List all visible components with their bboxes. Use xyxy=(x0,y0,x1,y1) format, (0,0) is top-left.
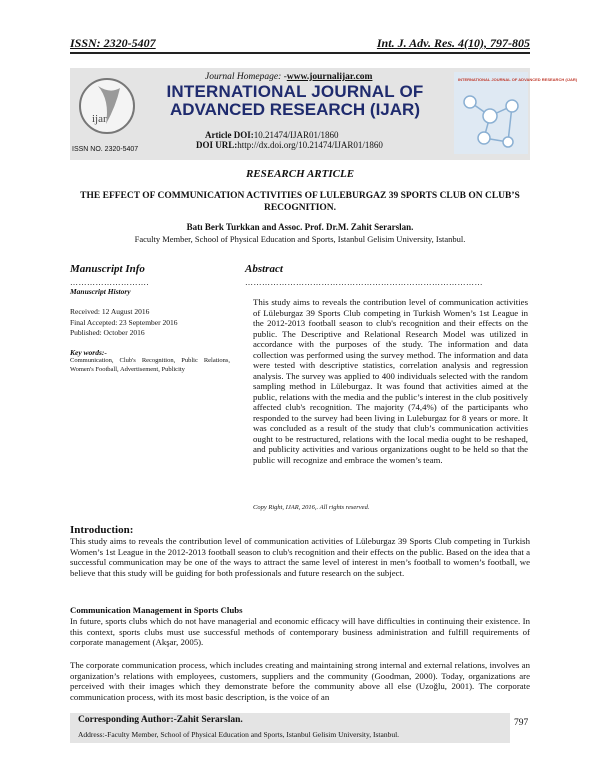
keywords: Communication, Club's Recognition, Public Relations, Women's Football, Advertisement, Publicity xyxy=(70,357,230,373)
article-title xyxy=(70,190,530,214)
section-heading: Communication Management in Sports Clubs xyxy=(70,605,243,615)
issn-number: ISSN NO. 2320-5407 xyxy=(72,146,139,153)
manuscript-dates xyxy=(70,307,177,339)
doi-url xyxy=(196,140,383,150)
journal-reference: Int. J. Adv. Res. 4(10), 797-805 xyxy=(376,36,530,50)
issn-header: ISSN: 2320-5407 xyxy=(70,36,156,50)
author-affiliation: Faculty Member, School of Physical Education and Sports, Istanbul Gelisim University, Istanbul. xyxy=(134,234,466,244)
page-number: 797 xyxy=(514,718,529,728)
abstract-dots: ………………………………………………………………………… xyxy=(245,278,483,287)
received-date: Received: 12 August 2016 xyxy=(70,307,150,316)
article-type: RESEARCH ARTICLE xyxy=(245,168,355,180)
manuscript-dots: ………………………. xyxy=(70,278,149,287)
manuscript-info-heading: Manuscript Info xyxy=(70,263,145,275)
author-address: Address:-Faculty Member, School of Physical Education and Sports, Istanbul Gelisim University, Istanbul. xyxy=(78,730,400,739)
journal-title-line2: ADVANCED RESEARCH (IJAR) xyxy=(170,100,420,119)
abstract-heading: Abstract xyxy=(245,263,283,275)
manuscript-history-heading: Manuscript History xyxy=(70,287,131,296)
journal-cover-image xyxy=(454,72,578,154)
article-authors: Batı Berk Turkkan and Assoc. Prof. Dr.M. Zahit Serarslan. xyxy=(186,222,414,232)
doi-url-link[interactable]: http://dx.doi.org/10.21474/IJAR01/1860 xyxy=(237,140,383,150)
copyright-notice: Copy Right, IJAR, 2016,. All rights reserved. xyxy=(253,504,370,511)
journal-title-line1: INTERNATIONAL JOURNAL OF xyxy=(166,82,424,101)
doi-url-label: DOI URL: xyxy=(196,140,238,150)
section-text: In future, sports clubs which do not have managerial and economic efficacy will have difficulties in continuing their existence. In this context, sports clubs must use successful methods of contemporary business administration and fulfill requirements of corporate management (Akşar, 2005). xyxy=(70,616,530,647)
introduction-heading: Introduction: xyxy=(70,524,134,536)
abstract-text: This study aims to reveals the contribution level of communication activities of Lüleburgaz 39 Sports Club competing in Turkish Women’s 1st League in the 2012-2013 football season to club's recognition and their effects on the public. The Descriptive and Relational Research Model was utilized in accordance with the purposes of the study. The information and data collection was performed using the survey method. The information and data were tested with descriptive statistics, correlation analysis and regression analysis. The survey was applied to 400 individuals selected with the random sampling method in Lüleburgaz. It was found that activities aimed at the public, relations with the media and the public’s interest in the club positively affected club's recognition. The majority (74,4%) of the participants who responded to the survey had been living in Luleburgaz for 8 years or more. It was concluded as a result of the study that club’s communication activities ought to be restructured, relations with the local media ought to be reshaped, and publicity activities and various organizations ought to be held so that the public will recognize and embrace the women’s team. xyxy=(253,297,528,465)
homepage-label: Journal Homepage: - xyxy=(205,72,287,82)
article-doi-label: Article DOI: xyxy=(205,130,254,140)
corresponding-author: Corresponding Author:-Zahit Serarslan. xyxy=(78,715,243,725)
journal-homepage xyxy=(205,72,372,82)
article-title-line1: THE EFFECT OF COMMUNICATION ACTIVITIES OF LULEBURGAZ 39 SPORTS CLUB ON CLUB’S xyxy=(80,191,520,201)
cover-title: INTERNATIONAL JOURNAL OF ADVANCED RESEARCH (IJAR) xyxy=(458,77,578,82)
header-rule xyxy=(70,52,530,54)
ijar-logo xyxy=(76,72,138,144)
final-accepted-date: Final Accepted: 23 September 2016 xyxy=(70,317,178,327)
article-title-line2: RECOGNITION. xyxy=(263,203,337,213)
article-doi xyxy=(205,130,339,140)
logo-text: ijar xyxy=(92,113,107,125)
keywords-heading: Key words:- xyxy=(70,348,107,357)
paragraph-3: The corporate communication process, which includes creating and maintaining strong internal and external relations, involves an organization’s relations with employees, customers, suppliers and the community (Goodman, 2000). Today, organizations are perceived with their images which they demonstrate before the community above all else (Uzoğlu, 2001). The corporate communication process, with its most basic description, is the voice of an xyxy=(70,660,530,702)
homepage-link[interactable]: www.journalijar.com xyxy=(286,72,373,82)
published-date: Published: October 2016 xyxy=(70,328,145,337)
introduction-text: This study aims to reveals the contribution level of communication activities of Lüleburgaz 39 Sports Club competing in Turkish Women’s 1st League in the 2012-2013 football season to club's recognition and their effects on the public. Based on the idea that a successful communication may be one of the ways to attract the same level of interest in men’s football to women’s football, we believe that this study will be guiding for both professionals and future research on the subject. xyxy=(70,536,530,578)
article-doi-value: 10.21474/IJAR01/1860 xyxy=(253,130,339,140)
